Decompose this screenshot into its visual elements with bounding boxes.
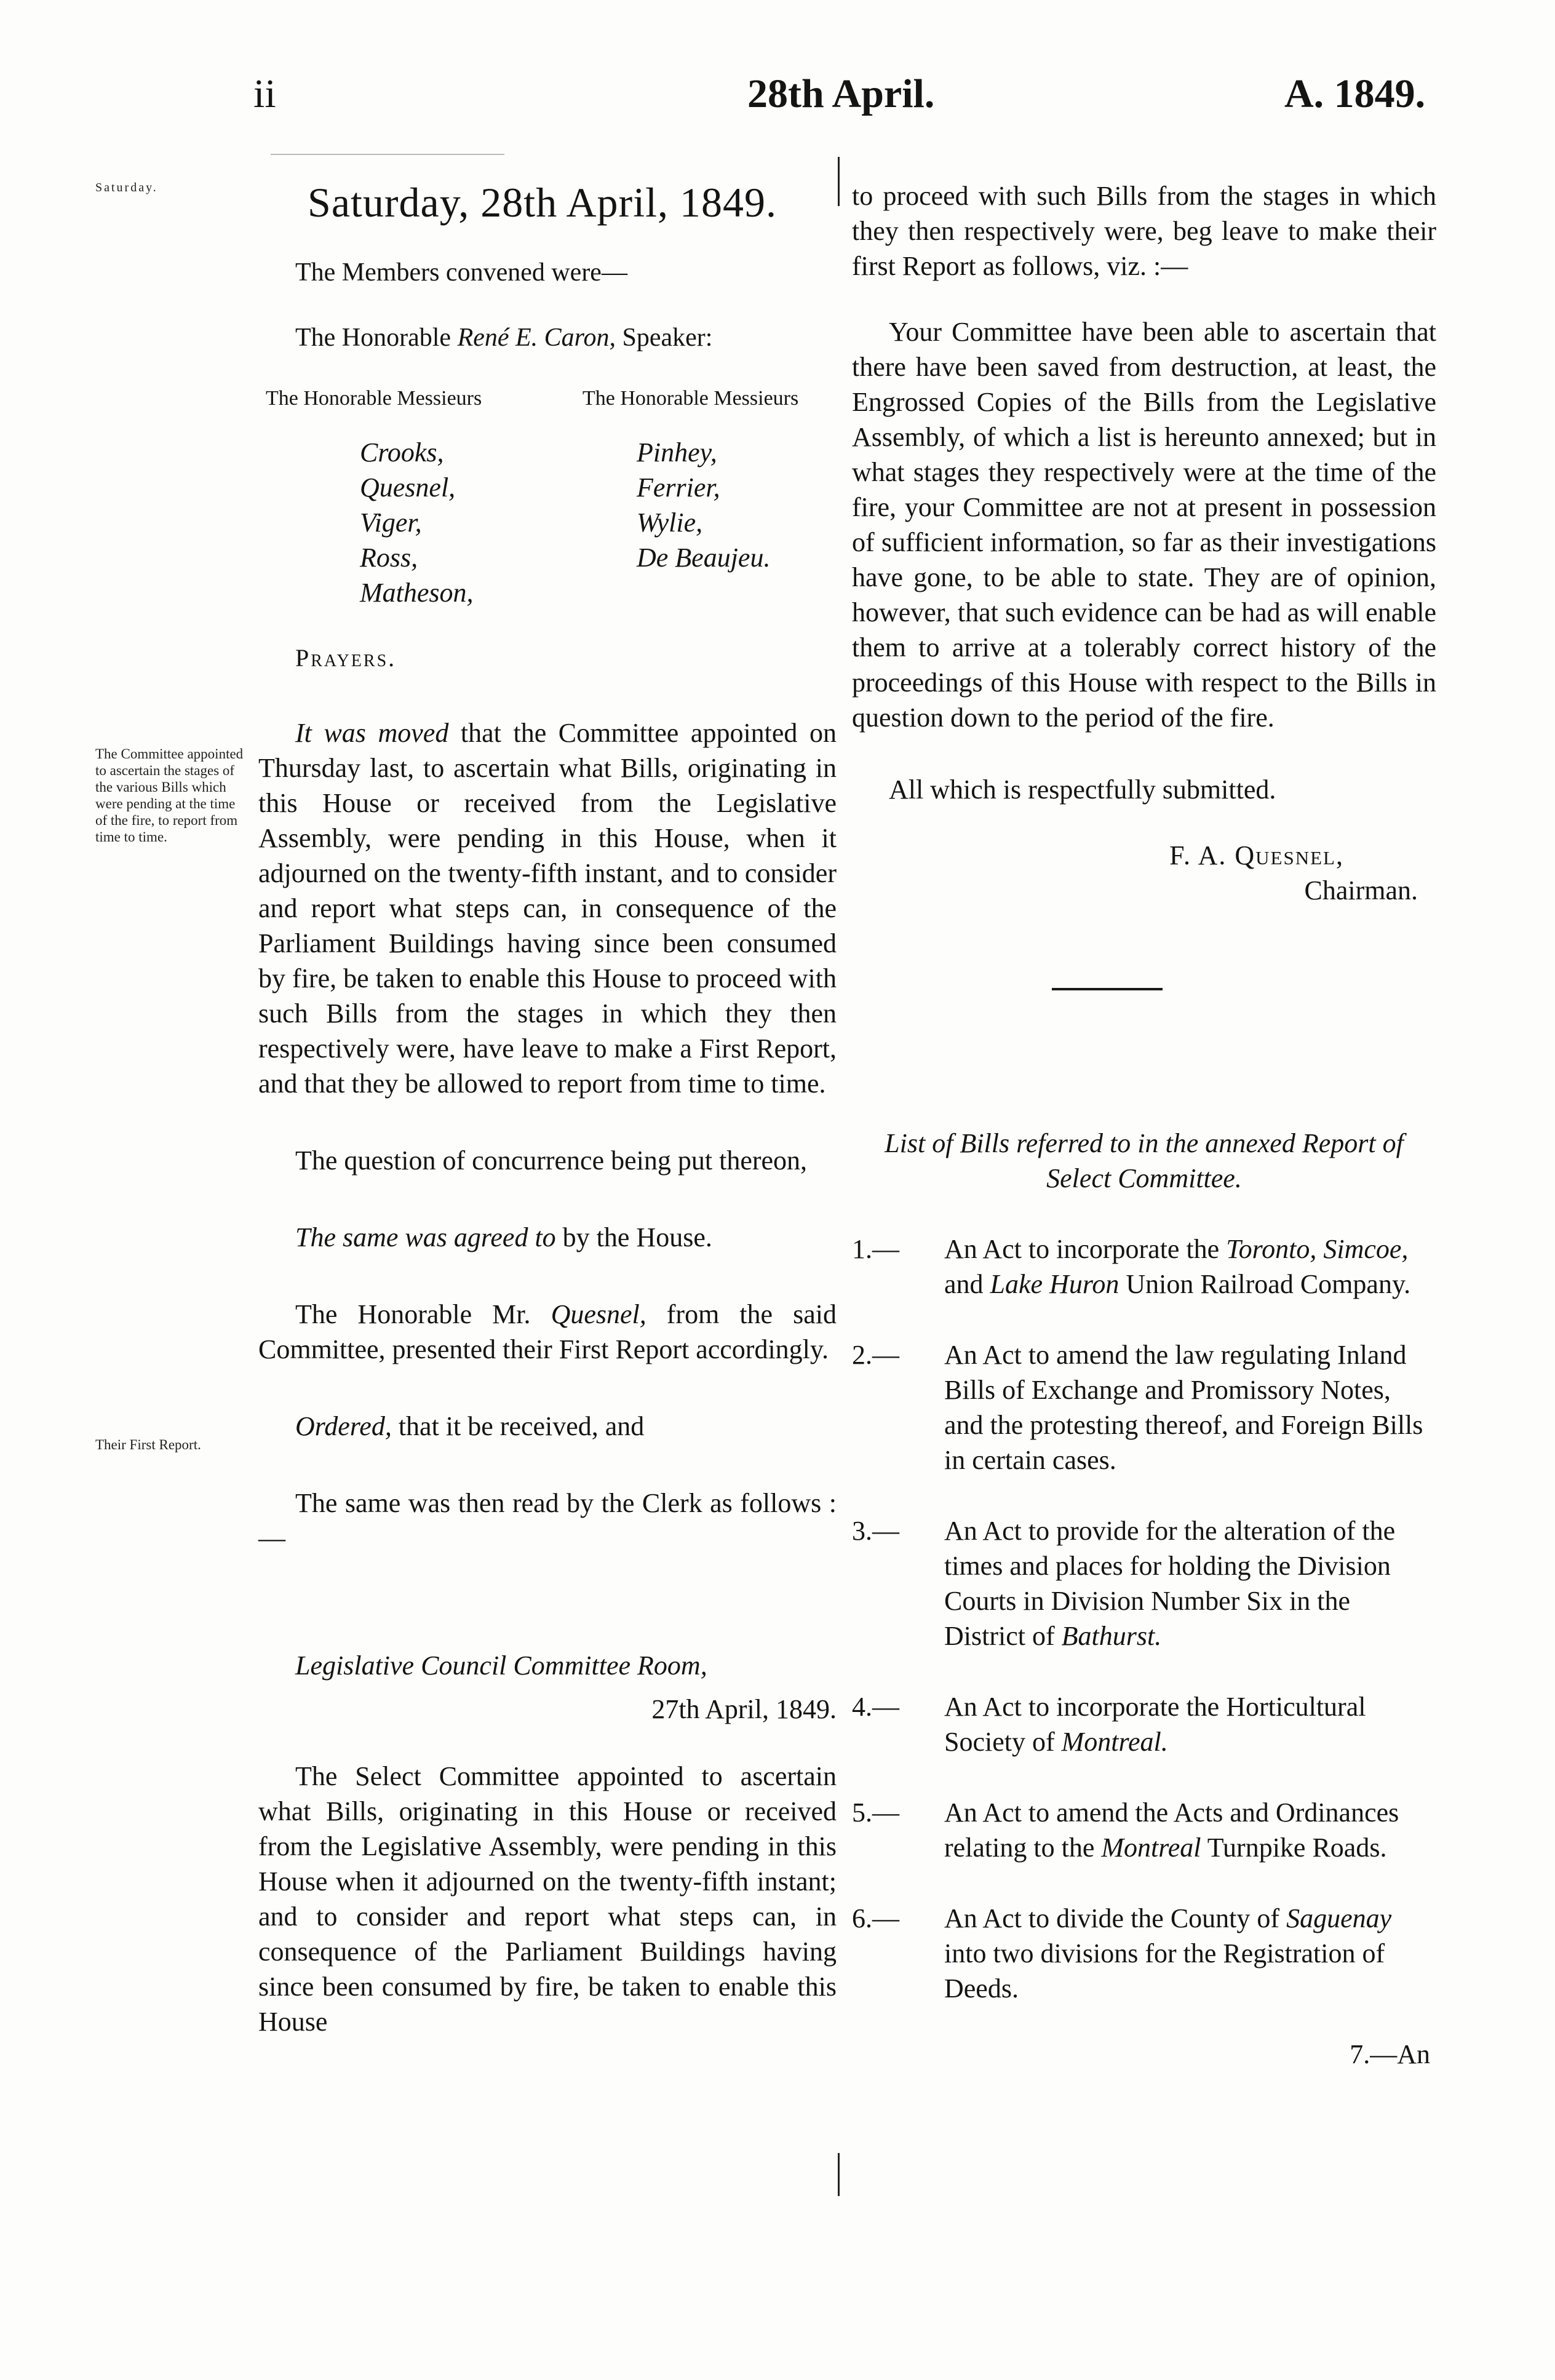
left-column: [258, 178, 837, 2039]
member-name: Ross,: [360, 543, 418, 573]
margin-note-committee: The Committee appointed to ascertain the stages of the various Bills which were pending at the time of the fire, to report from time to time.: [95, 746, 244, 845]
room-date: 27th April, 1849.: [651, 1694, 837, 1724]
read-paragraph: The same was then read by the Clerk as follows :—: [258, 1488, 837, 1553]
column-divider-top: [838, 157, 840, 206]
report-continued: to proceed with such Bills from the stages in which they then respectively were, beg leave to make their first Report as follows, viz. :—: [852, 181, 1436, 281]
list-item: 6.— An Act to divide the County of Saguenay into two divisions for the Registration of Deeds.: [852, 1903, 1392, 2004]
prayers: Prayers.: [295, 644, 397, 672]
member-name: De Beaujeu.: [637, 543, 771, 573]
header-rule: [271, 154, 504, 155]
page-number: ii: [253, 71, 276, 116]
question-paragraph: The question of concurrence being put thereon,: [295, 1145, 808, 1176]
names-column-1: [360, 435, 637, 610]
member-name: Crooks,: [360, 437, 444, 468]
speaker-line: The Honorable René E. Caron, Speaker:: [295, 324, 713, 352]
motion-paragraph: It was moved that the Committee appointed on Thursday last, to ascertain what Bills, originating in this House or received from the Legislative Assembly, were pending in this House, when it adjourned on the twenty-fifth instant, and to consider and report what steps can, in consequence of the Parliament Buildings having since been consumed by fire, be taken to enable this House to proceed with such Bills from the stages in which they then respectively were, have leave to make a First Report, and that they be allowed to report from time to time.: [258, 718, 837, 1099]
column-divider-bottom: [838, 2153, 840, 2196]
agreed-paragraph: The same was agreed to by the House.: [295, 1222, 712, 1252]
right-column: [852, 178, 1436, 2072]
member-name: Pinhey,: [637, 437, 717, 468]
date-title: Saturday, 28th April, 1849.: [308, 179, 777, 226]
names-column-2: [637, 435, 770, 610]
list-item: 2.— An Act to amend the law regulating Inland Bills of Exchange and Promissory Notes, and the protesting thereof, and Foreign Bills in certain cases.: [852, 1340, 1423, 1475]
member-name: Matheson,: [360, 578, 474, 608]
header-year: A. 1849.: [1284, 71, 1426, 116]
submitted-line: All which is respectfully submitted.: [889, 774, 1276, 805]
member-name: Viger,: [360, 507, 422, 538]
page-header: [0, 71, 1555, 132]
member-name: Quesnel,: [360, 472, 456, 503]
list-item: 5.— An Act to amend the Acts and Ordinances relating to the Montreal Turnpike Roads.: [852, 1797, 1399, 1863]
member-name: Wylie,: [637, 507, 703, 538]
bill-list: [852, 1232, 1436, 2006]
header-date: 28th April.: [747, 71, 935, 116]
list-item: 1.— An Act to incorporate the Toronto, Simcoe, and Lake Huron Union Railroad Company.: [852, 1234, 1411, 1299]
report-start-paragraph: The Select Committee appointed to ascertain what Bills, originating in this House or received from the Legislative Assembly, were pending in this House when it adjourned on the twenty-fifth instant; and to consider and report what steps can, in consequence of the Parliament Buildings having since been consumed by fire, be taken to enable this House: [258, 1761, 837, 2037]
signer-title: Chairman.: [1304, 875, 1418, 905]
members-convened: The Members convened were—: [295, 258, 627, 287]
list-title: List of Bills referred to in the annexed Report of Select Committee.: [885, 1128, 1404, 1193]
presented-paragraph: The Honorable Mr. Quesnel, from the said Committee, presented their First Report accordingly.: [258, 1299, 837, 1364]
messieurs-header: The Honorable Messieurs The Honorable Messieurs: [266, 387, 799, 410]
report-body: Your Committee have been able to ascertain that there have been saved from destruction, at least, the Engrossed Copies of the Bills from the Legislative Assembly, of which a list is hereunto annexed; but in what stages they respectively were at the time of the fire, your Committee are not at present in possession of sufficient information, so far as their investigations have gone, to be able to state. They are of opinion, however, that such evidence can be had as will enable them to arrive at a tolerably correct history of the proceedings of this House with respect to the Bills in question down to the period of the fire.: [852, 317, 1436, 733]
ordered-paragraph: Ordered, that it be received, and: [295, 1411, 645, 1441]
signer-name: F. A. Quesnel,: [1169, 840, 1344, 870]
margin-note-first-report: Their First Report.: [95, 1437, 201, 1452]
member-name: Ferrier,: [637, 472, 720, 503]
margin-note-saturday: Saturday.: [95, 181, 158, 194]
member-names: [258, 435, 837, 610]
list-item: 3.— An Act to provide for the alteration of the times and places for holding the Division Courts in Division Number Six in the District of Bathurst.: [852, 1516, 1396, 1651]
section-rule: [1052, 988, 1163, 990]
catchword: 7.—An: [1350, 2039, 1430, 2069]
list-item: 4.— An Act to incorporate the Horticultural Society of Montreal.: [852, 1692, 1366, 1757]
committee-room: Legislative Council Committee Room,: [295, 1650, 707, 1681]
speaker-name: René E. Caron,: [457, 324, 616, 352]
